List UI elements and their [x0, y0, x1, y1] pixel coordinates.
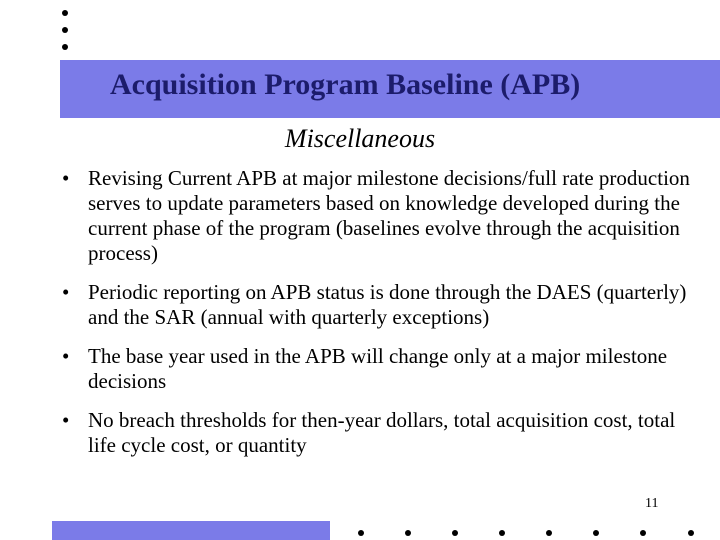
decorative-dot — [688, 530, 694, 536]
slide-title: Acquisition Program Baseline (APB) — [110, 68, 581, 101]
bullet-item: • No breach thresholds for then-year dollars, total acquisition cost, total life cycle cost, or quantity — [62, 408, 702, 458]
decorative-dot — [593, 530, 599, 536]
decorative-dot — [62, 27, 68, 33]
slide-subtitle: Miscellaneous — [284, 124, 436, 153]
decorative-dot — [62, 44, 68, 50]
bullet-list — [62, 166, 702, 472]
decorative-dot — [499, 530, 505, 536]
decorative-dot — [62, 10, 68, 16]
bullet-item: • The base year used in the APB will change only at a major milestone decisions — [62, 344, 702, 394]
footer-bar — [52, 521, 330, 540]
decorative-dot — [640, 530, 646, 536]
decorative-dot — [405, 530, 411, 536]
decorative-dot — [546, 530, 552, 536]
decorative-dot — [452, 530, 458, 536]
bullet-item: • Periodic reporting on APB status is done through the DAES (quarterly) and the SAR (annual with quarterly exceptions) — [62, 280, 702, 330]
page-number: 11 — [645, 496, 659, 511]
bullet-item: • Revising Current APB at major milestone decisions/full rate production serves to update parameters based on knowledge developed during the current phase of the program (baselines evolve through the acquisition process) — [62, 166, 702, 266]
decorative-dot — [358, 530, 364, 536]
